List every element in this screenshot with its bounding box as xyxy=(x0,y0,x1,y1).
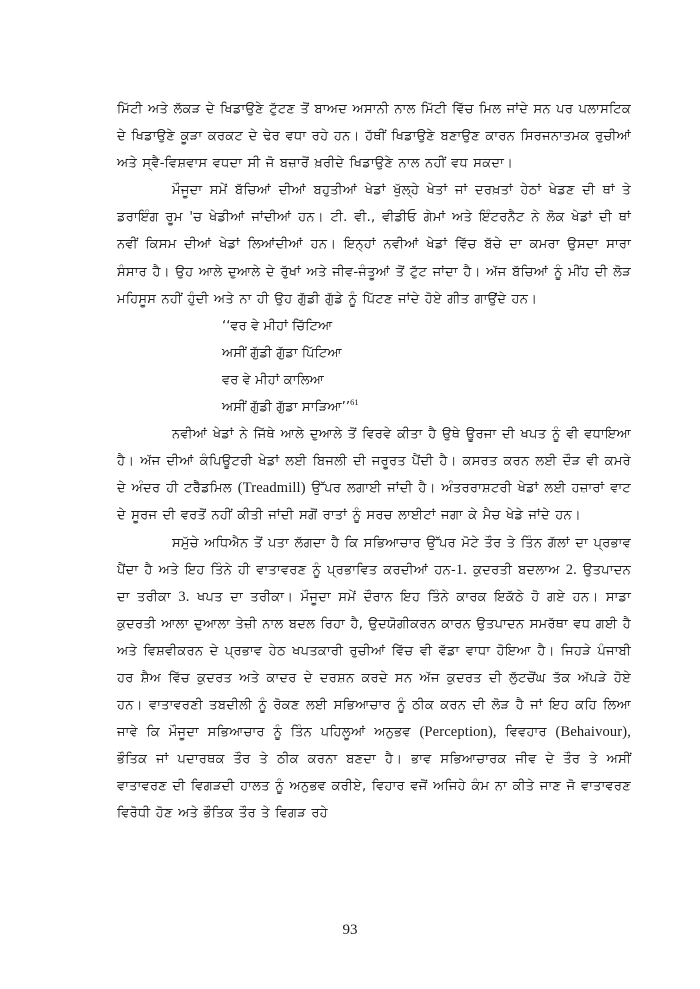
paragraph-modern-games: ਮੌਜੂਦਾ ਸਮੇਂ ਬੱਚਿਆਂ ਦੀਆਂ ਬਹੁਤੀਆਂ ਖੇਡਾਂ ਖੁੱਲ੍ਹੇ ਖੇਤਾਂ ਜਾਂ ਦਰਖ਼ਤਾਂ ਹੇਠਾਂ ਖੇਡਣ ਦੀ ਥਾਂ ਤੇ ਡਰਾਇੰਗ ਰੂਮ 'ਚ ਖੇਡੀਆਂ ਜਾਂਦੀਆਂ ਹਨ। ਟੀ. ਵੀ., ਵੀਡੀਓ ਗੇਮਾਂ ਅਤੇ ਇੰਟਰਨੈਟ ਨੇ ਲੋਕ ਖੇਡਾਂ ਦੀ ਥਾਂ ਨਵੀਂ ਕਿਸਮ ਦੀਆਂ ਖੇਡਾਂ ਲਿਆਂਦੀਆਂ ਹਨ। ਇਨ੍ਹਾਂ ਨਵੀਆਂ ਖੇਡਾਂ ਵਿੱਚ ਬੱਚੇ ਦਾ ਕਮਰਾ ਉਸਦਾ ਸਾਰਾ ਸੰਸਾਰ ਹੈ। ਉਹ ਆਲੇ ਦੁਆਲੇ ਦੇ ਰੁੱਖਾਂ ਅਤੇ ਜੀਵ-ਜੰਤੂਆਂ ਤੋਂ ਟੁੱਟ ਜਾਂਦਾ ਹੈ। ਅੱਜ ਬੱਚਿਆਂ ਨੂੰ ਮੀਂਹ ਦੀ ਲੋੜ ਮਹਿਸੂਸ ਨਹੀਂ ਹੁੰਦੀ ਅਤੇ ਨਾ ਹੀ ਉਹ ਗੁੱਡੀ ਗੁੱਡੇ ਨੂੰ ਪਿੱਟਣ ਜਾਂਦੇ ਹੋਏ ਗੀਤ ਗਾਉਂਦੇ ਹਨ। xyxy=(117,183,631,307)
latin-term-treadmill: (Treadmill) xyxy=(237,480,306,497)
list-number-2: 2. xyxy=(565,561,577,578)
folk-verse-quote xyxy=(222,313,631,421)
p4-text-f: ਭੌਤਿਕ ਜਾਂ ਪਦਾਰਥਕ ਤੌਰ ਤੇ ਠੀਕ ਕਰਨਾ ਬਣਦਾ ਹੈ। ਭਾਵ ਸਭਿਆਚਾਰਕ ਜੀਵ ਦੇ ਤੌਰ ਤੇ ਅਸੀਂ ਵਾਤਾਵਰਣ ਦੀ ਵਿਗੜਦੀ ਹਾਲਤ ਨੂੰ ਅਨੁਭਵ ਕਰੀਏ, ਵਿਹਾਰ ਵਜੋਂ ਅਜਿਹੇ ਕੰਮ ਨਾ ਕੀਤੇ ਜਾਣ ਜੋ ਵਾਤਾਵਰਣ ਵਿਰੋਧੀ ਹੋਣ ਅਤੇ ਭੌਤਿਕ ਤੌਰ ਤੇ ਵਿਗੜ ਰਹੇ xyxy=(117,752,631,822)
p4-text-c: ਉਤਪਾਦਨ ਦਾ ਤਰੀਕਾ xyxy=(117,562,632,605)
document-page xyxy=(117,96,631,828)
paragraph-energy-consumption xyxy=(117,421,631,529)
list-number-3: 3. xyxy=(178,588,190,605)
p3-text-b: ਉੱਪਰ ਲਗਾਈ ਜਾਂਦੀ ਹੈ। ਅੰਤਰਰਾਸ਼ਟਰੀ ਖੇਡਾਂ ਲਈ ਹਜ਼ਾਰਾਂ ਵਾਟ ਦੇ ਸੂਰਜ ਦੀ ਵਰਤੋਂ ਨਹੀਂ ਕੀਤੀ ਜਾਂਦੀ ਸਗੋਂ ਰਾਤਾਂ ਨੂੰ ਸਰਚ ਲਾਈਟਾਂ ਜਗਾ ਕੇ ਮੈਚ ਖੇਡੇ ਜਾਂਦੇ ਹਨ। xyxy=(117,481,632,524)
paragraph-culture-study xyxy=(117,530,631,828)
list-number-1: 1. xyxy=(455,561,468,578)
paragraph-toys-continued: ਮਿੱਟੀ ਅਤੇ ਲੱਕੜ ਦੇ ਖਿਡਾਉਣੇ ਟੁੱਟਣ ਤੋਂ ਬਾਅਦ ਅਸਾਨੀ ਨਾਲ ਮਿੱਟੀ ਵਿੱਚ ਮਿਲ ਜਾਂਦੇ ਸਨ ਪਰ ਪਲਾਸਟਿਕ ਦੇ ਖਿਡਾਉਣੇ ਕੂੜਾ ਕਰਕਟ ਦੇ ਢੇਰ ਵਧਾ ਰਹੇ ਹਨ। ਹੱਥੀਂ ਖਿਡਾਉਣੇ ਬਣਾਉਣ ਕਾਰਨ ਸਿਰਜਨਾਤਮਕ ਰੁਚੀਆਂ ਅਤੇ ਸ੍ਵੈ-ਵਿਸ਼ਵਾਸ ਵਧਦਾ ਸੀ ਜੋ ਬਜ਼ਾਰੋਂ ਖ਼ਰੀਦੇ ਖਿਡਾਉਣੇ ਨਾਲ ਨਹੀਂ ਵਧ ਸਕਦਾ। xyxy=(117,102,631,172)
p3-text-a: ਨਵੀਆਂ ਖੇਡਾਂ ਨੇ ਜਿੱਥੇ ਆਲੇ ਦੁਆਲੇ ਤੋਂ ਵਿਰਵੇ ਕੀਤਾ ਹੈ ਉਥੇ ਊਰਜਾ ਦੀ ਖਪਤ ਨੂੰ ਵੀ ਵਧਾਇਆ ਹੈ। ਅੱਜ ਦੀਆਂ ਕੰਪਿਊਟਰੀ ਖੇਡਾਂ ਲਈ ਬਿਜਲੀ ਦੀ ਜਰੂਰਤ ਪੈਂਦੀ ਹੈ। ਕਸਰਤ ਕਰਨ ਲਈ ਦੌੜ ਵੀ ਕਮਰੇ ਦੇ ਅੰਦਰ ਹੀ ਟਰੈੱਡਮਿਲ xyxy=(117,427,631,497)
p4-text-a: ਸਮੁੱਚੇ ਅਧਿਐਨ ਤੋਂ ਪਤਾ ਲੱਗਦਾ ਹੈ ਕਿ ਸਭਿਆਚਾਰ ਉੱਪਰ ਮੋਟੇ ਤੌਰ ਤੇ ਤਿੰਨ ਗੱਲਾਂ ਦਾ ਪ੍ਰਭਾਵ ਪੈਂਦਾ ਹੈ ਅਤੇ ਇਹ ਤਿੰਨੇ ਹੀ ਵਾਤਾਵਰਣ ਨੂੰ ਪ੍ਰਭਾਵਿਤ ਕਰਦੀਆਂ ਹਨ- xyxy=(117,535,631,578)
latin-term-perception: (Perception), xyxy=(419,724,497,741)
p4-text-d: ਖਪਤ ਦਾ ਤਰੀਕਾ। ਮੌਜੂਦਾ ਸਮੇਂ ਦੌਰਾਨ ਇਹ ਤਿੰਨੇ ਕਾਰਕ ਇਕੱਠੇ ਹੋ ਗਏ ਹਨ। ਸਾਡਾ ਕੁਦਰਤੀ ਆਲਾ ਦੁਆਲਾ ਤੇਜ਼ੀ ਨਾਲ ਬਦਲ ਰਿਹਾ ਹੈ, ਉਦਯੋਗੀਕਰਨ ਕਾਰਨ ਉਤਪਾਦਨ ਸਮਰੱਥਾ ਵਧ ਗਈ ਹੈ ਅਤੇ ਵਿਸ਼ਵੀਕਰਨ ਦੇ ਪ੍ਰਭਾਵ ਹੇਠ ਖਪਤਕਾਰੀ ਰੁਚੀਆਂ ਵਿੱਚ ਵੀ ਵੱਡਾ ਵਾਧਾ ਹੋਇਆ ਹੈ। ਜਿਹੜੇ ਪੰਜਾਬੀ ਹਰ ਸ਼ੈਅ ਵਿੱਚ ਕੁਦਰਤ ਅਤੇ ਕਾਦਰ ਦੇ ਦਰਸ਼ਨ ਕਰਦੇ ਸਨ ਅੱਜ ਕੁਦਰਤ ਦੀ ਲੁੱਟਚੋਂਘ ਤੱਕ ਅੱਪੜੇ ਹੋਏ ਹਨ। ਵਾਤਾਵਰਣੀ ਤਬਦੀਲੀ ਨੂੰ ਰੋਕਣ ਲਈ ਸਭਿਆਚਾਰ ਨੂੰ ਠੀਕ ਕਰਨ ਦੀ ਲੋੜ ਹੈ ਜਾਂ ਇਹ ਕਹਿ ਲਿਆ ਜਾਵੇ ਕਿ ਮੌਜੂਦਾ ਸਭਿਆਚਾਰ ਨੂੰ ਤਿੰਨ ਪਹਿਲੂਆਂ ਅਨੁਭਵ xyxy=(117,589,632,741)
verse-line-3: ਵਰ ਵੇ ਮੀਹਾਂ ਕਾਲਿਆ xyxy=(222,372,325,388)
verse-line-1: ‘‘ਵਰ ਵੇ ਮੀਹਾਂ ਚਿੱਟਿਆ xyxy=(222,318,333,334)
footnote-marker: 61 xyxy=(350,397,359,408)
latin-term-behaviour: (Behaivour), xyxy=(555,724,631,741)
p4-text-b: ਕੁਦਰਤੀ ਬਦਲਾਅ xyxy=(473,562,560,578)
verse-line-4 xyxy=(222,394,631,421)
verse-line-2: ਅਸੀਂ ਗੁੱਡੀ ਗੁੱਡਾ ਪਿੱਟਿਆ xyxy=(222,345,342,361)
verse-line-4-text: ਅਸੀਂ ਗੁੱਡੀ ਗੁੱਡਾ ਸਾੜਿਆ’’ xyxy=(222,400,351,416)
p4-text-e: ਵਿਵਹਾਰ xyxy=(505,725,547,741)
page-number: 93 xyxy=(342,922,358,938)
